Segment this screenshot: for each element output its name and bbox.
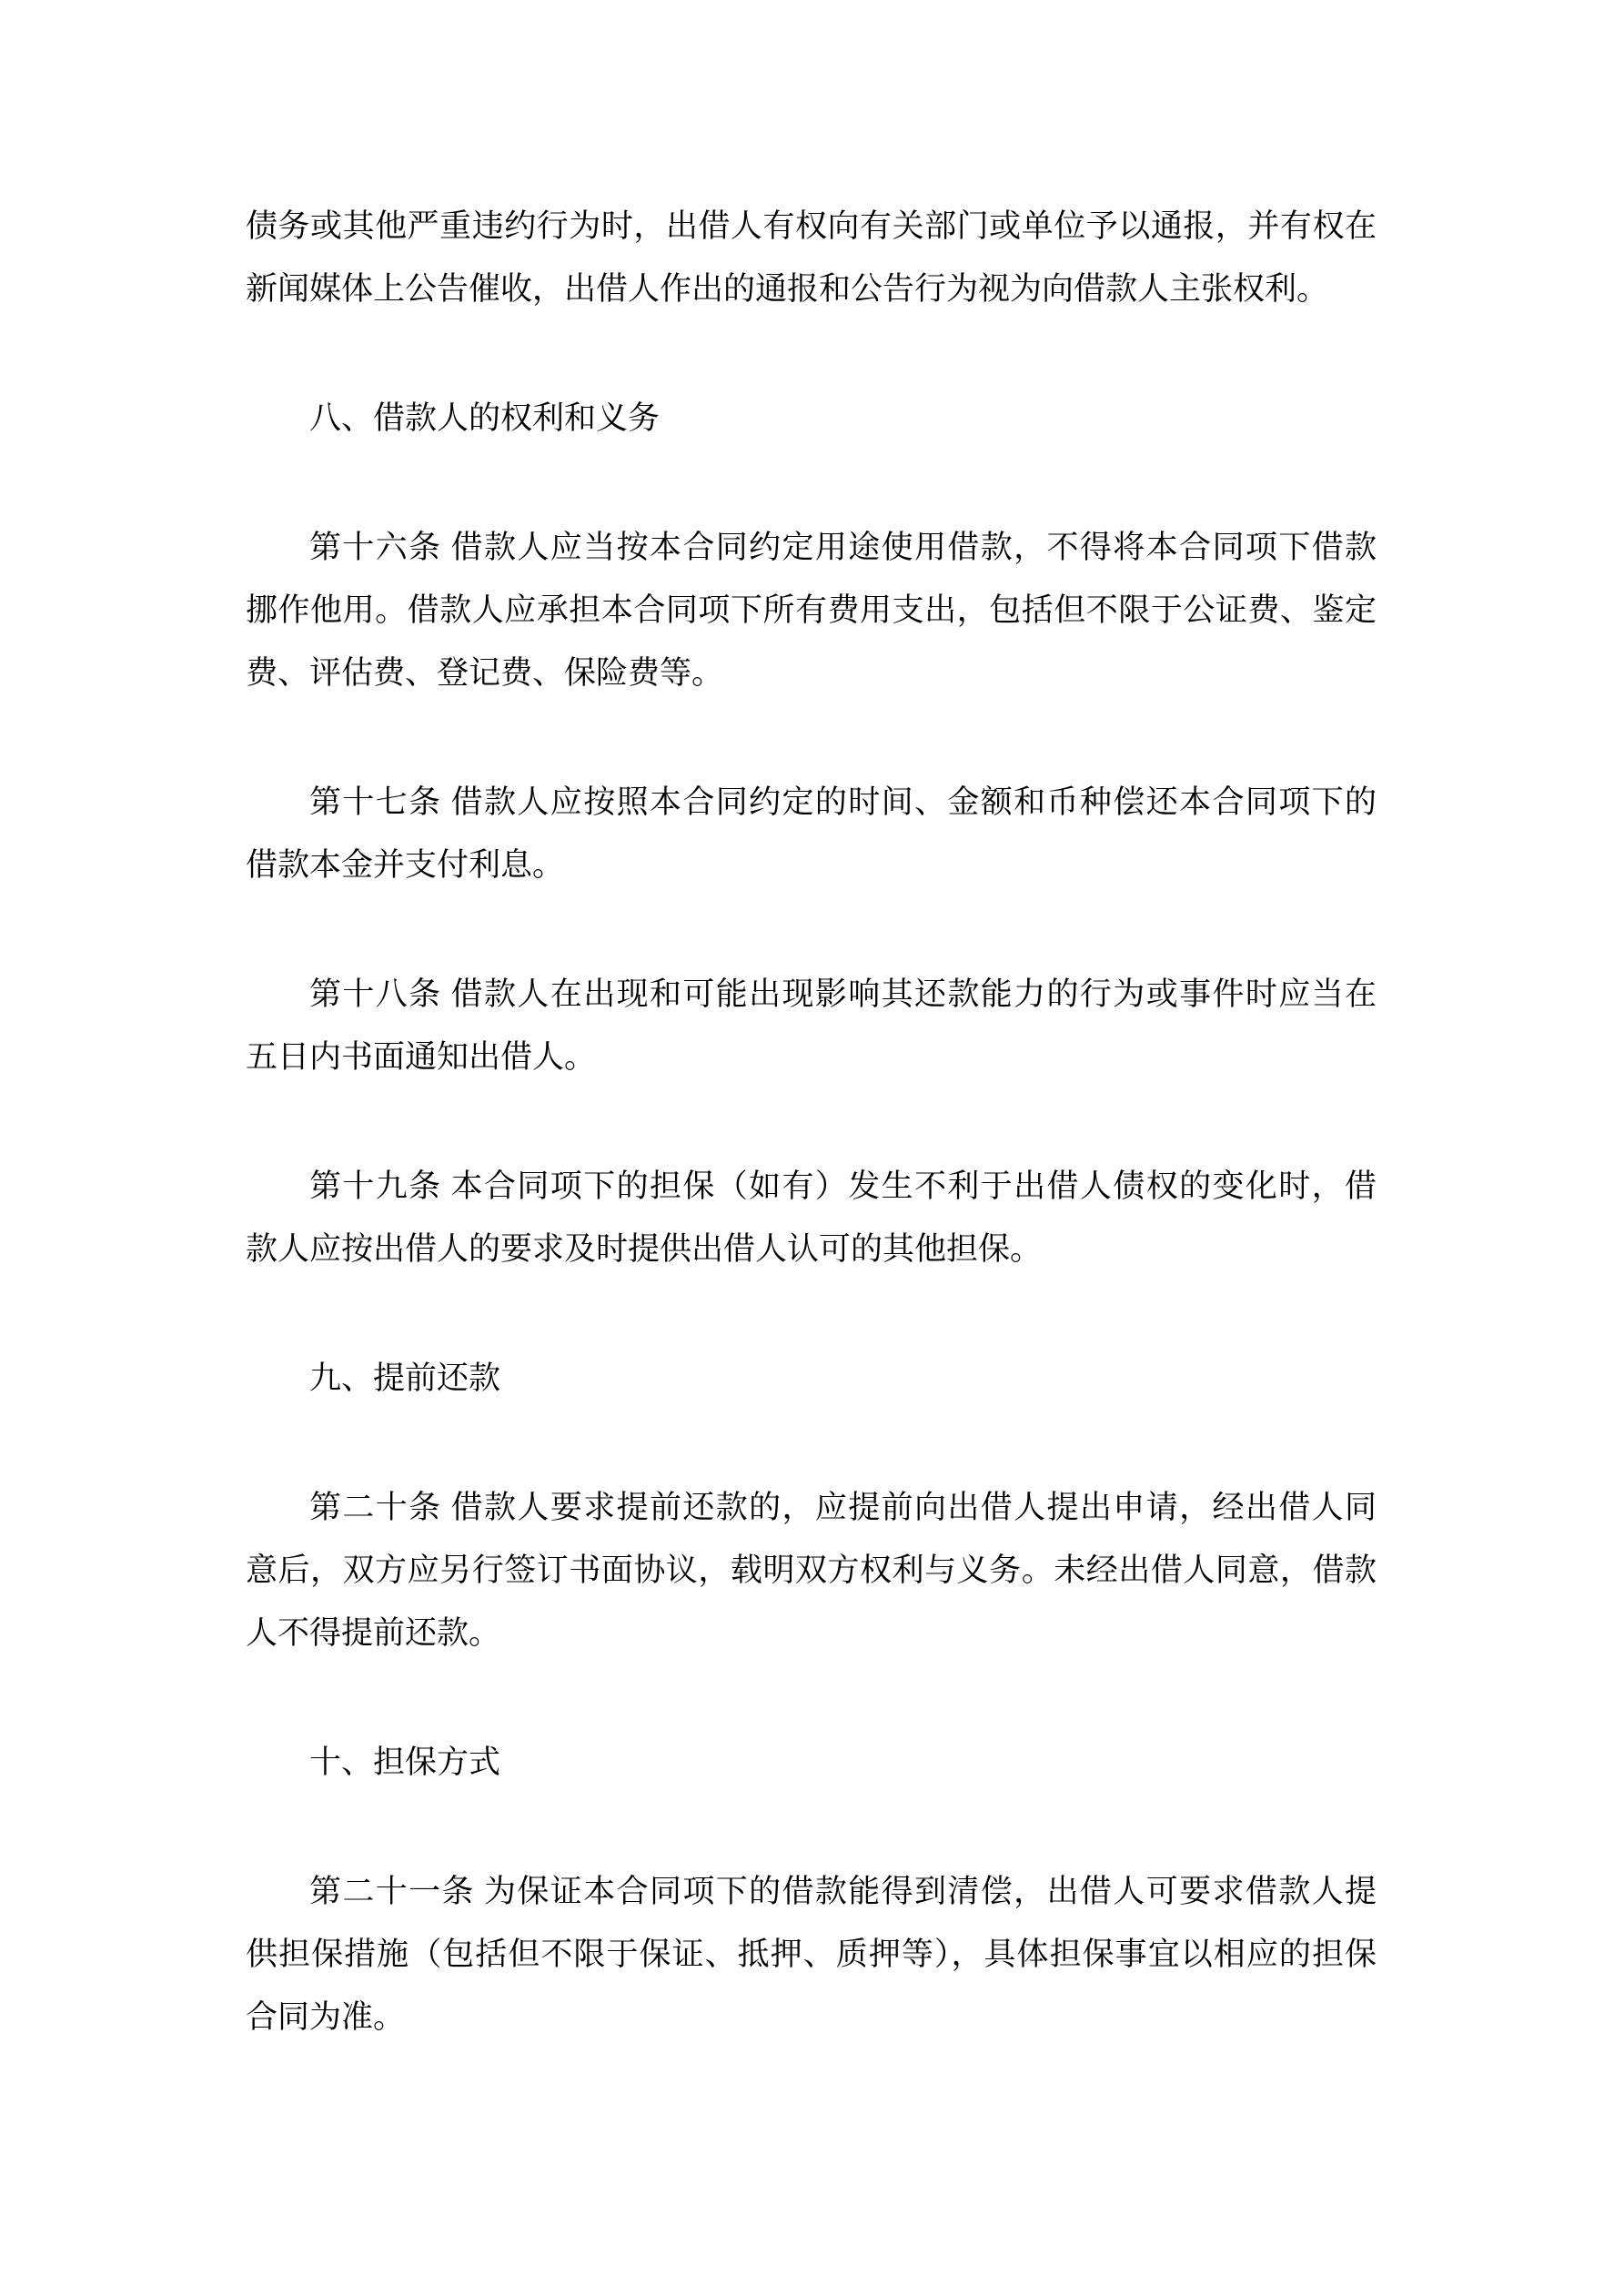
- paragraph-article-17: [246, 771, 1377, 896]
- contract-text-block: [246, 195, 1377, 2115]
- text-line: 第十八条 借款人在出现和可能出现影响其还款能力的行为或事件时应当在: [309, 976, 1377, 1012]
- text-line: 新闻媒体上公告催收，出借人作出的通报和公告行为视为向借款人主张权利。: [246, 271, 1329, 307]
- section-heading-10: [246, 1731, 1377, 1794]
- text-line: 第十六条 借款人应当按本合同约定用途使用借款，不得将本合同项下借款: [309, 530, 1377, 565]
- paragraph-article-20: [246, 1476, 1377, 1664]
- heading-line: 八、借款人的权利和义务: [309, 400, 661, 436]
- paragraph-article-19: [246, 1155, 1377, 1280]
- text-line: 合同为准。: [246, 1999, 406, 2035]
- text-line: 第十九条 本合同项下的担保（如有）发生不利于出借人债权的变化时，借: [309, 1168, 1377, 1204]
- text-line: 款人应按出借人的要求及时提供出借人认可的其他担保。: [246, 1231, 1043, 1267]
- text-line: 第二十一条 为保证本合同项下的借款能得到清偿，出借人可要求借款人提: [309, 1874, 1377, 1909]
- text-line: 第二十条 借款人要求提前还款的，应提前向出借人提出申请，经出借人同: [309, 1490, 1377, 1525]
- section-heading-8: [246, 387, 1377, 450]
- paragraph-article-21: [246, 1860, 1377, 2048]
- text-line: 债务或其他严重违约行为时，出借人有权向有关部门或单位予以通报，并有权在: [246, 208, 1377, 244]
- text-line: 费、评估费、登记费、保险费等。: [246, 655, 724, 691]
- text-line: 五日内书面通知出借人。: [246, 1039, 597, 1075]
- text-line: 人不得提前还款。: [246, 1615, 501, 1651]
- text-line: 第十七条 借款人应按照本合同约定的时间、金额和币种偿还本合同项下的: [309, 784, 1377, 820]
- paragraph-article-16: [246, 516, 1377, 704]
- paragraph-continuation: [246, 195, 1377, 320]
- heading-line: 十、担保方式: [309, 1745, 501, 1780]
- paragraph-article-18: [246, 963, 1377, 1088]
- text-line: 意后，双方应另行签订书面协议，载明双方权利与义务。未经出借人同意，借款: [246, 1553, 1377, 1588]
- text-line: 供担保措施（包括但不限于保证、抵押、质押等），具体担保事宜以相应的担保: [246, 1937, 1377, 1972]
- text-line: 挪作他用。借款人应承担本合同项下所有费用支出，包括但不限于公证费、鉴定: [246, 592, 1377, 628]
- heading-line: 九、提前还款: [309, 1360, 501, 1396]
- text-line: 借款本金并支付利息。: [246, 847, 565, 883]
- section-heading-9: [246, 1347, 1377, 1410]
